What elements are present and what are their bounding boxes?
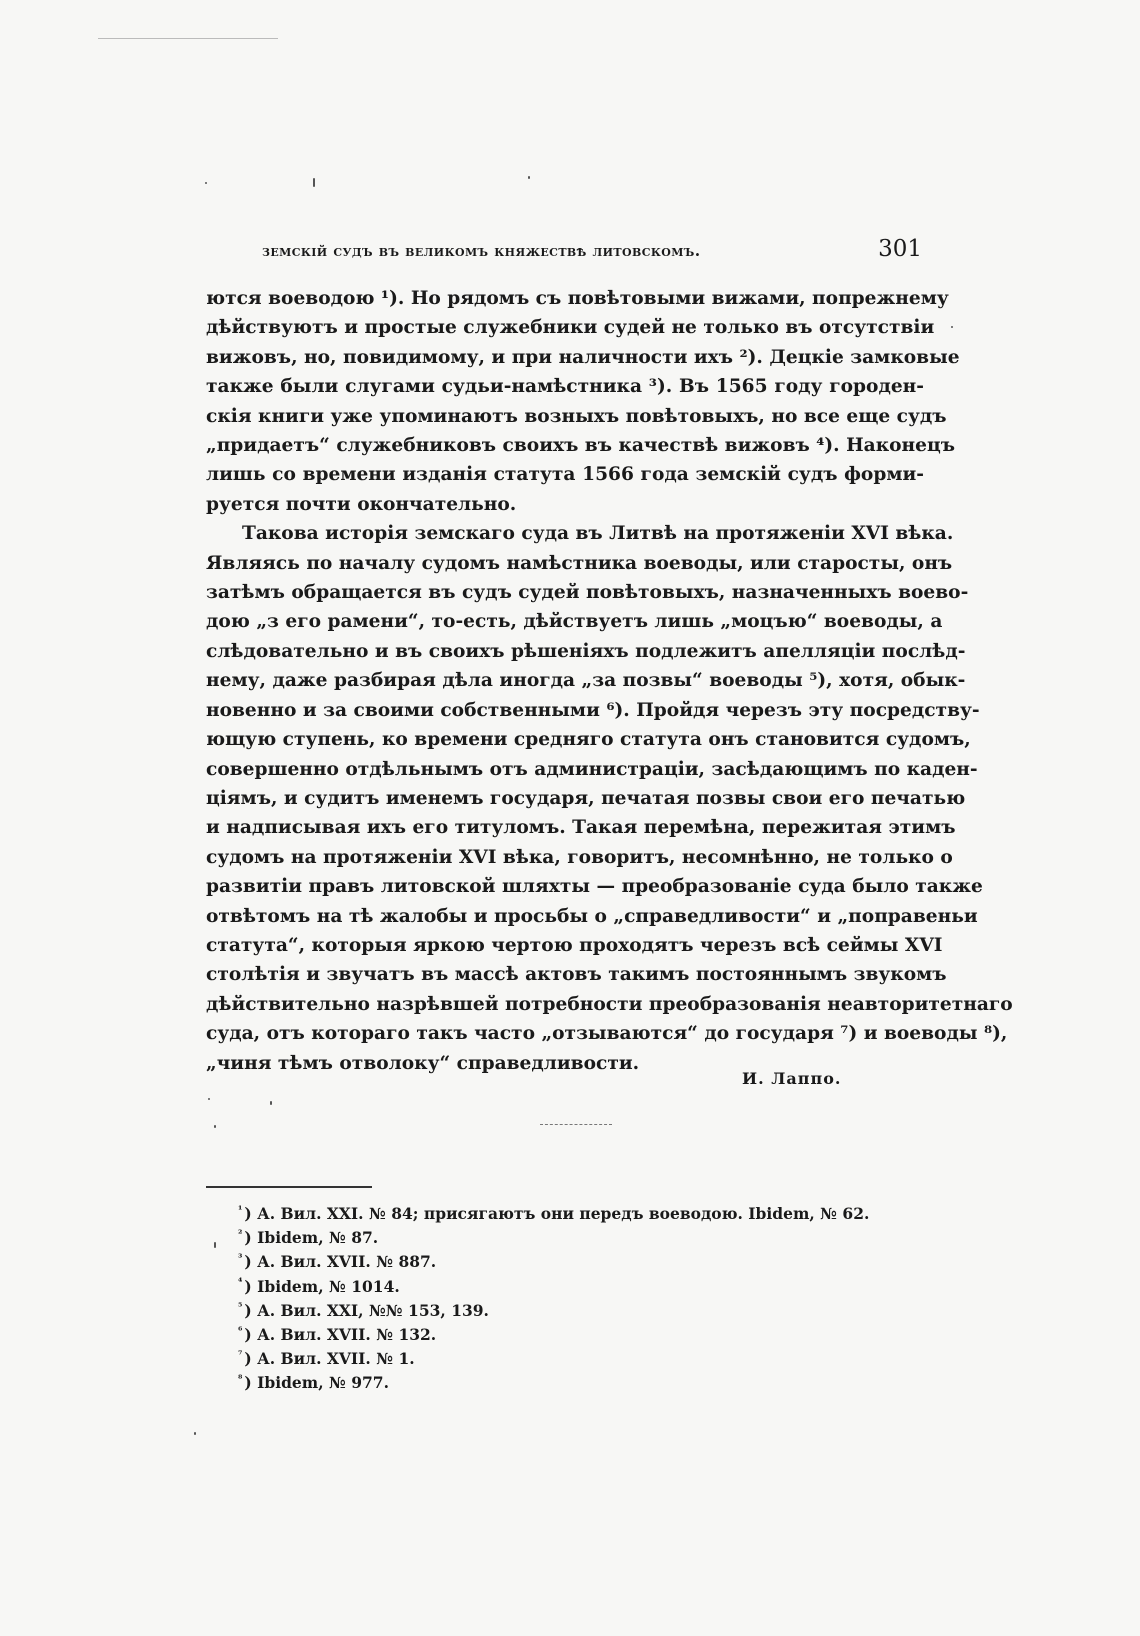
footnote-mark: ⁵ [238,1301,243,1313]
text-line: и надписывая ихъ его титуломъ. Такая перемѣна, пережитая этимъ [206,817,956,839]
footnote-text: ) Ibidem, № 977. [244,1373,389,1393]
scan-speck [951,326,953,328]
text-line: дѣйствуютъ и простые служебники судей не только въ отсутствіи [206,317,935,339]
text-line: ціямъ, и судитъ именемъ государя, печатая позвы свои его печатью [206,787,966,809]
text-line: развитіи правъ литовской шляхты — преобразованіе суда было также [206,876,983,898]
footnote-text: ) Ibidem, № 87. [244,1228,379,1248]
scan-speck [270,1101,272,1105]
footnote [238,1347,898,1371]
footnote-text: ) А. Вил. XXI, №№ 153, 139. [244,1300,489,1320]
text-line: новенно и за своими собственными ⁶). Пройдя черезъ эту посредству- [206,699,980,721]
scan-speck [208,1098,210,1100]
footnote [238,1323,898,1347]
footnote-mark: ¹ [238,1204,243,1216]
text-line: ющую ступень, ко времени средняго статута онъ становится судомъ, [206,729,971,751]
author-signature: И. Лаппо. [742,1069,842,1088]
running-head [262,236,922,262]
scan-speck [214,1242,216,1248]
text-line: столѣтія и звучатъ въ массѣ актовъ такимъ постояннымъ звукомъ [206,964,947,986]
footnote [238,1275,898,1299]
footnote-mark: ⁸ [238,1374,243,1386]
footnote [238,1299,898,1323]
text-line: нему, даже разбирая дѣла иногда „за позвы“ воеводы ⁵), хотя, обык- [206,670,966,692]
running-title: земскій судъ въ великомъ княжествѣ литовскомъ. [262,241,701,260]
footnote [238,1250,898,1274]
text-line: суда, отъ котораго такъ часто „отзываются“ до государя ⁷) и воеводы ⁸), [206,1023,1008,1045]
page-number: 301 [878,236,922,262]
footnote-text: ) А. Вил. XXI. № 84; присягаютъ они передъ воеводою. Ibidem, № 62. [244,1204,870,1223]
footnote-text: ) Ibidem, № 1014. [244,1276,400,1296]
text-line: совершенно отдѣльнымъ отъ администраціи, засѣдающимъ по каден- [206,758,978,780]
scan-speck [205,182,207,184]
text-line: слѣдовательно и въ своихъ рѣшеніяхъ подлежитъ апелляціи послѣд- [206,640,966,662]
text-line: дѣйствительно назрѣвшей потребности преобразованія неавторитетнаго [206,993,1013,1015]
footnote [238,1226,898,1250]
footnote [238,1371,898,1395]
footnote-rule [206,1186,372,1188]
footnote-text: ) А. Вил. XVII. № 132. [244,1325,437,1345]
footnote-mark: ⁴ [238,1277,243,1289]
footnote-text: ) А. Вил. XVII. № 887. [244,1252,437,1272]
text-line: судомъ на протяженіи XVI вѣка, говоритъ, несомнѣнно, не только о [206,846,953,868]
text-line: Являясь по началу судомъ намѣстника воеводы, или старосты, онъ [206,552,953,574]
footnote-mark: ² [238,1229,243,1241]
footnote-mark: ³ [238,1253,243,1265]
text-line: „придаетъ“ служебниковъ своихъ въ качествѣ вижовъ ⁴). Наконецъ [206,435,955,457]
scan-artifact-line [98,38,278,39]
text-line: ются воеводою ¹). Но рядомъ съ повѣтовыми вижами, попрежнему [206,288,949,309]
text-line: также были слугами судьи-намѣстника ³). Въ 1565 году городен- [206,376,924,398]
text-line: затѣмъ обращается въ судъ судей повѣтовыхъ, назначенныхъ воево- [206,582,969,604]
scan-artifact-dash [540,1124,612,1125]
scan-speck [313,178,315,187]
text-line: Такова исторія земскаго суда въ Литвѣ на протяженіи XVI вѣка. [242,523,954,545]
footnotes [238,1202,898,1396]
text-line: дою „з его рамени“, то-есть, дѣйствуетъ лишь „моцъю“ воеводы, а [206,611,943,633]
text-line: вижовъ, но, повидимому, и при наличности ихъ ²). Децкіе замковые [206,346,960,368]
text-line: руется почти окончательно. [206,493,517,515]
text-line: статута“, которыя яркою чертою проходятъ черезъ всѣ сеймы XVI [206,934,943,956]
text-line: отвѣтомъ на тѣ жалобы и просьбы о „справедливости“ и „поправеньи [206,905,978,927]
scan-speck [194,1432,196,1435]
footnote-mark: ⁷ [238,1350,243,1362]
footnote [238,1202,898,1226]
scan-speck [214,1125,216,1128]
body-text [206,284,1013,1078]
footnote-text: ) А. Вил. XVII. № 1. [244,1349,415,1369]
text-line: лишь со времени изданія статута 1566 года земскій судъ форми- [206,464,924,486]
text-line: скія книги уже упоминаютъ возныхъ повѣтовыхъ, но все еще судъ [206,405,947,427]
text-line: „чиня тѣмъ отволоку“ справедливости. [206,1052,640,1074]
footnote-mark: ⁶ [238,1325,243,1337]
scan-speck [528,176,530,179]
